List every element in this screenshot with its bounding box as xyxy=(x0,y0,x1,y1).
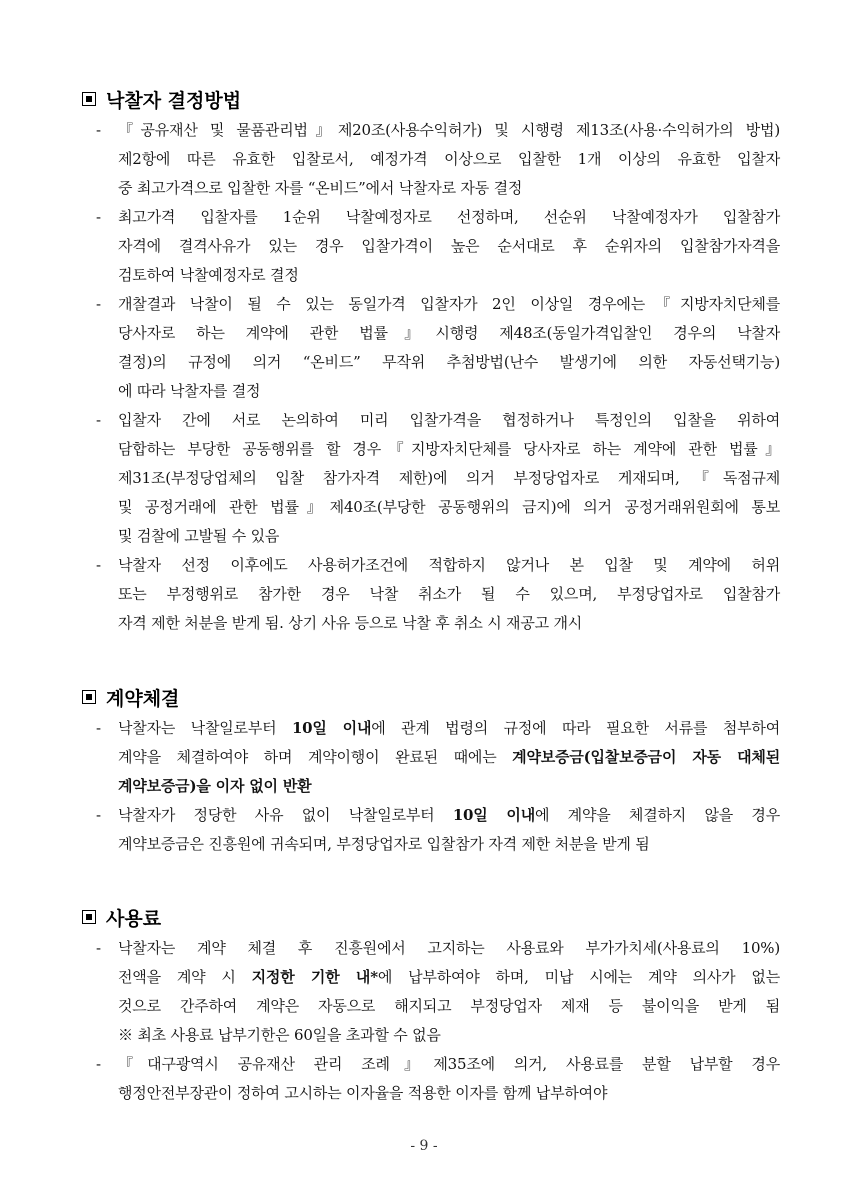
text-line: 낙찰자 선정 이후에도 사용허가조건에 적합하지 않거나 본 입찰 및 계약에 허위 xyxy=(118,556,780,574)
section-heading-text: 계약체결 xyxy=(106,687,180,710)
text-run: 에 납부하여야 하며, 미납 시에는 계약 의사가 없는 xyxy=(377,968,780,986)
dash-bullet: - xyxy=(96,719,102,737)
text-line: 및 공정거래에 관한 법률』제40조(부당한 공동행위의 금지)에 의거 공정거래위원회에 통보 xyxy=(118,498,780,516)
text-line: 및 검찰에 고발될 수 있음 xyxy=(118,527,280,545)
dash-bullet: - xyxy=(96,411,102,429)
emphasis-text: 10일 이내 xyxy=(291,719,372,737)
list-item xyxy=(80,801,780,859)
list-item xyxy=(80,551,780,638)
text-line: 에 따라 낙찰자를 결정 xyxy=(118,382,261,400)
text-line: 낙찰자는 계약 체결 후 진흥원에서 고지하는 사용료와 부가가치세(사용료의 10%) xyxy=(118,939,780,957)
section-contract xyxy=(80,680,780,859)
section-heading xyxy=(80,82,780,116)
list-item xyxy=(80,406,780,551)
text-line: 최고가격 입찰자를 1순위 낙찰예정자로 선정하며, 선순위 낙찰예정자가 입찰참가 xyxy=(118,208,780,226)
dash-bullet: - xyxy=(96,556,102,574)
text-line: 제31조(부정당업체의 입찰 참가자격 제한)에 의거 부정당업자로 게재되며,『독점규제 xyxy=(118,469,780,487)
list-item xyxy=(80,1050,780,1108)
section-heading-text: 사용료 xyxy=(106,907,162,930)
list-item xyxy=(80,934,780,1050)
emphasis-text: 10일 이내 xyxy=(452,806,535,824)
list-item xyxy=(80,714,780,801)
text-line: 당사자로 하는 계약에 관한 법률』시행령 제48조(동일가격입찰인 경우의 낙찰자 xyxy=(118,324,780,342)
section-heading-text: 낙찰자 결정방법 xyxy=(106,89,242,112)
emphasis-text: 계약보증금)을 이자 없이 반환 xyxy=(118,777,312,795)
text-line: 결정)의 규정에 의거 “온비드” 무작위 추첨방법(난수 발생기에 의한 자동선택기능) xyxy=(118,353,780,371)
dash-bullet: - xyxy=(96,1055,102,1073)
text-line: 자격에 결격사유가 있는 경우 입찰가격이 높은 순서대로 후 순위자의 입찰참가자격을 xyxy=(118,237,780,255)
text-line: 입찰자 간에 서로 논의하여 미리 입찰가격을 협정하거나 특정인의 입찰을 위하여 xyxy=(118,411,780,429)
text-line xyxy=(118,772,780,801)
text-line: 계약보증금은 진흥원에 귀속되며, 부정당업자로 입찰참가 자격 제한 처분을 받게 됨 xyxy=(118,835,650,853)
text-run: 계약을 체결하여야 하며 계약이행이 완료된 때에는 xyxy=(118,748,513,766)
text-line xyxy=(118,714,780,743)
emphasis-text: 지정한 기한 내* xyxy=(251,968,378,986)
text-line: 제2항에 따른 유효한 입찰로서, 예정가격 이상으로 입찰한 1개 이상의 유효한 입찰자 xyxy=(118,150,780,168)
dash-bullet: - xyxy=(96,208,102,226)
text-line: 행정안전부장관이 정하여 고시하는 이자율을 적용한 이자를 함께 납부하여야 xyxy=(118,1084,608,1102)
text-line: 개찰결과 낙찰이 될 수 있는 동일가격 입찰자가 2인 이상일 경우에는『지방자치단체를 xyxy=(118,295,780,313)
section-usage-fee xyxy=(80,900,780,1108)
section-heading xyxy=(80,900,780,934)
emphasis-text: 계약보증금(입찰보증금이 자동 대체된 xyxy=(512,748,780,766)
text-line: 담합하는 부당한 공동행위를 할 경우『지방자치단체를 당사자로 하는 계약에 관한 법률』 xyxy=(118,440,780,458)
text-line: 것으로 간주하여 계약은 자동으로 해지되고 부정당업자 제재 등 불이익을 받게 됨 xyxy=(118,997,780,1015)
dash-bullet: - xyxy=(96,806,102,824)
text-run: 에 관계 법령의 규정에 따라 필요한 서류를 첨부하여 xyxy=(371,719,780,737)
text-line: 검토하여 낙찰예정자로 결정 xyxy=(118,266,299,284)
square-bullet-icon xyxy=(82,690,96,704)
text-line: 자격 제한 처분을 받게 됨. 상기 사유 등으로 낙찰 후 취소 시 재공고 개시 xyxy=(118,614,583,632)
text-line xyxy=(118,963,780,992)
dash-bullet: - xyxy=(96,939,102,957)
text-line: 『공유재산 및 물품관리법』제20조(사용수익허가) 및 시행령 제13조(사용·수익허가의 방법) xyxy=(118,121,780,139)
text-run: 낙찰자는 낙찰일로부터 xyxy=(118,719,292,737)
text-line: 또는 부정행위로 참가한 경우 낙찰 취소가 될 수 있으며, 부정당업자로 입찰참가 xyxy=(118,585,780,603)
section-award-method xyxy=(80,82,780,638)
text-line xyxy=(118,743,780,772)
section-heading xyxy=(80,680,780,714)
text-line: ※ 최초 사용료 납부기한은 60일을 초과할 수 없음 xyxy=(118,1026,441,1044)
dash-bullet: - xyxy=(96,121,102,139)
list-item xyxy=(80,116,780,203)
square-bullet-icon xyxy=(82,92,96,106)
square-bullet-icon xyxy=(82,910,96,924)
text-line: 중 최고가격으로 입찰한 자를 “온비드”에서 낙찰자로 자동 결정 xyxy=(118,179,523,197)
text-run: 에 계약을 체결하지 않을 경우 xyxy=(535,806,780,824)
list-item xyxy=(80,290,780,406)
list-item xyxy=(80,203,780,290)
text-run: 낙찰자가 정당한 사유 없이 낙찰일로부터 xyxy=(118,806,453,824)
page-number: - 9 - xyxy=(410,1138,438,1154)
dash-bullet: - xyxy=(96,295,102,313)
text-run: 전액을 계약 시 xyxy=(118,968,252,986)
text-line: 『대구광역시 공유재산 관리 조례』제35조에 의거, 사용료를 분할 납부할 경우 xyxy=(118,1055,780,1073)
text-line xyxy=(118,801,780,830)
